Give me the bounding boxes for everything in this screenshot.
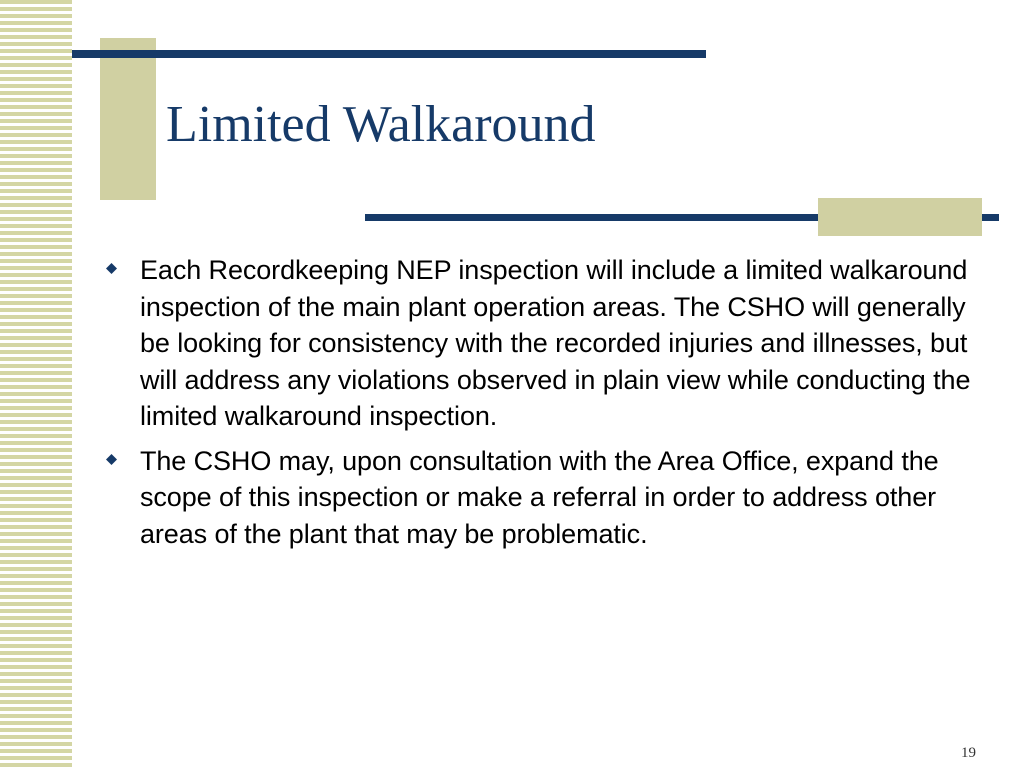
page-number: 19 [961, 745, 976, 761]
title-accent-box [100, 38, 156, 200]
right-accent-box [818, 198, 982, 236]
diamond-bullet-icon [106, 454, 117, 465]
bullet-text: The CSHO may, upon consultation with the Area Office, expand the scope of this inspection or make a referral in order to address other areas of the plant that may be problematic. [140, 445, 939, 549]
bullet-item [100, 443, 990, 553]
slide-title: Limited Walkaround [166, 96, 596, 153]
diamond-bullet-icon [106, 263, 117, 274]
top-accent-line [72, 50, 706, 58]
bullet-list [100, 252, 990, 560]
decorative-stripes [0, 0, 72, 768]
bullet-text: Each Recordkeeping NEP inspection will include a limited walkaround inspection of the main plant operation areas. The CSHO will generally be looking for consistency with the recorded injuries and illnesses, but will address any violations observed in plain view while conducting the limited walkaround inspection. [140, 255, 971, 431]
bullet-item [100, 252, 990, 435]
